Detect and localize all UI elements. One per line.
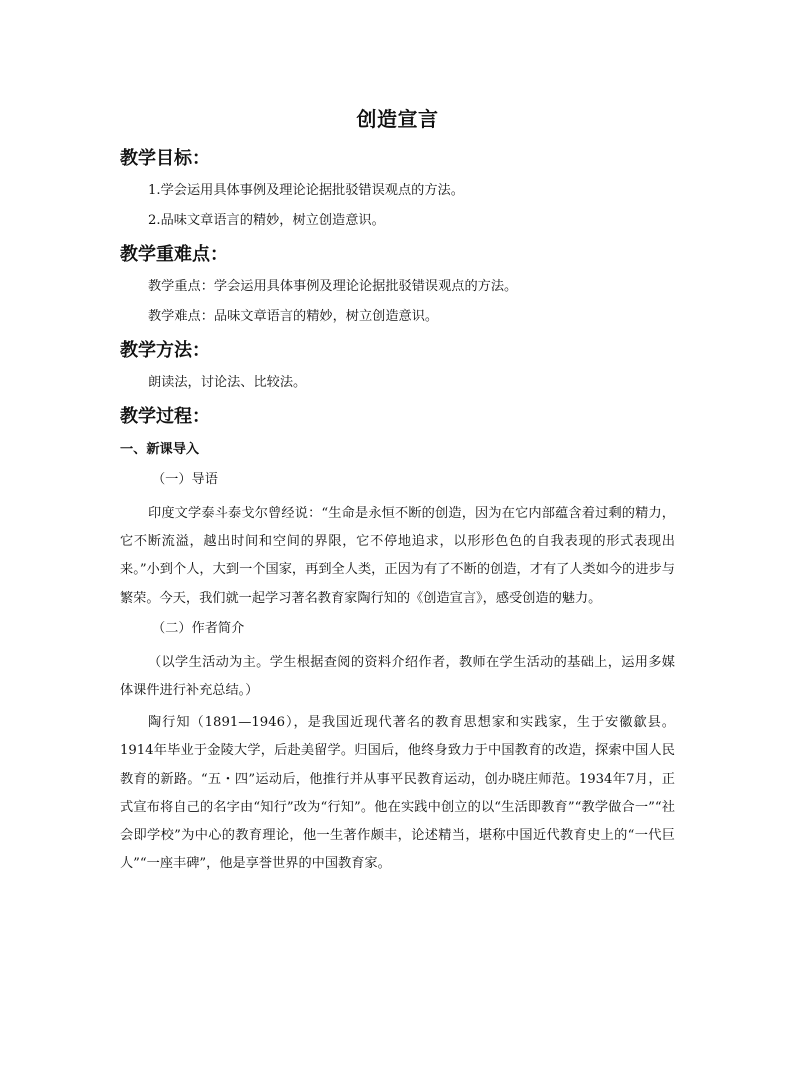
key-difficult-heading: 教学重难点： xyxy=(120,244,228,265)
objective-item-1: 1.学会运用具体事例及理论论据批驳错误观点的方法。 xyxy=(148,183,464,198)
author-subheading: （二）作者简介 xyxy=(152,620,245,636)
key-point-item: 教学重点：学会运用具体事例及理论论据批驳错误观点的方法。 xyxy=(148,279,518,294)
intro-subheading: （一）导语 xyxy=(152,472,218,487)
process-heading: 教学过程： xyxy=(120,406,210,427)
methods-heading: 教学方法： xyxy=(120,340,210,361)
objectives-heading: 教学目标： xyxy=(120,148,210,169)
document-title: 创造宣言 xyxy=(356,107,439,131)
intro-paragraph: 印度文学泰斗泰戈尔曾经说：“生命是永恒不断的创造，因为在它内部蕴含着过剩的精力，它不断流溢，越出时间和空间的界限，它不停地追求，以形形色色的自我表现的形式表现出来。”小到个人，大到一个国家，再到全人类，正因为有了不断的创造，才有了人类如今的进步与繁荣。今天，我们就一起学习著名教育家陶行知的《创造宣言》，感受创造的魅力。 xyxy=(120,506,675,606)
author-note: （以学生活动为主。学生根据查阅的资料介绍作者，教师在学生活动的基础上，运用多媒体课件进行补充总结。） xyxy=(120,654,675,699)
objective-item-2: 2.品味文章语言的精妙，树立创造意识。 xyxy=(148,213,385,228)
author-paragraph: 陶行知（1891—1946），是我国近现代著名的教育思想家和实践家，生于安徽歙县。1914年毕业于金陵大学，后赴美留学。归国后，他终身致力于中国教育的改造，探索中国人民教育的新路。“五・四”运动后，他推行并从事平民教育运动，创办晓庄师范。1934年7月，正式宣布将自己的名字由“知行”改为“行知”。他在实践中创立的以“生活即教育”“教学做合一”“社会即学校”为中心的教育理论，他一生著作颇丰，论述精当，堪称中国近代教育史上的“一代巨人”“一座丰碑”，他是享誉世界的中国教育家。 xyxy=(120,715,675,872)
difficult-point-item: 教学难点：品味文章语言的精妙，树立创造意识。 xyxy=(148,309,439,324)
methods-item: 朗读法，讨论法、比较法。 xyxy=(148,375,307,390)
document-body xyxy=(120,104,675,882)
part-one-heading: 一、新课导入 xyxy=(120,442,200,457)
